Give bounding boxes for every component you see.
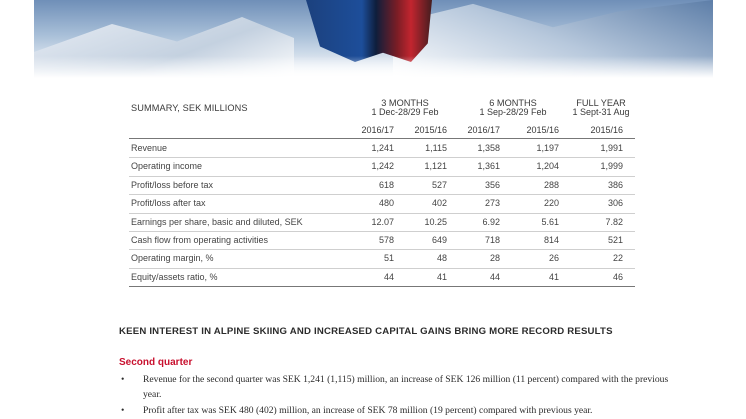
year-header: 2016/17 bbox=[361, 125, 394, 135]
cell-value: 1,241 bbox=[371, 143, 394, 153]
table-row bbox=[129, 195, 635, 213]
list-item bbox=[119, 403, 679, 418]
cell-value: 1,242 bbox=[371, 161, 394, 172]
cell-value: 44 bbox=[489, 271, 500, 282]
cell-value: 306 bbox=[607, 198, 623, 209]
row-label: Profit/loss after tax bbox=[131, 198, 206, 209]
year-header: 2015/16 bbox=[590, 125, 623, 135]
cell-value: 48 bbox=[436, 253, 447, 264]
cell-value: 273 bbox=[484, 198, 500, 209]
group-header-full-year bbox=[565, 99, 637, 117]
cell-value: 1,361 bbox=[477, 161, 500, 172]
year-header-row bbox=[129, 125, 635, 139]
hero-image bbox=[34, 0, 713, 78]
cell-value: 12.07 bbox=[371, 216, 394, 227]
group-line1: 6 MONTHS bbox=[489, 98, 537, 108]
cell-value: 527 bbox=[431, 179, 447, 190]
hero-fade bbox=[34, 56, 713, 78]
row-label: Revenue bbox=[131, 143, 168, 153]
cell-value: 44 bbox=[383, 271, 394, 282]
table-row bbox=[129, 177, 635, 195]
cell-value: 649 bbox=[431, 234, 447, 245]
section-subhead: Second quarter bbox=[119, 357, 193, 368]
year-header: 2016/17 bbox=[467, 125, 500, 135]
cell-value: 1,115 bbox=[425, 143, 447, 153]
table-title: SUMMARY, SEK MILLIONS bbox=[131, 103, 248, 113]
bullet-text: Profit after tax was SEK 480 (402) million, an increase of SEK 78 million (19 percent) compared with previous year. bbox=[143, 405, 593, 416]
cell-value: 1,358 bbox=[477, 143, 500, 153]
cell-value: 1,991 bbox=[600, 143, 623, 153]
cell-value: 480 bbox=[378, 198, 394, 209]
year-header: 2015/16 bbox=[414, 125, 447, 135]
cell-value: 41 bbox=[548, 271, 559, 282]
bullet-text: Revenue for the second quarter was SEK 1,241 (1,115) million, an increase of SEK 126 million (11 percent) compared with the previous year. bbox=[143, 374, 669, 400]
table-body bbox=[129, 140, 635, 287]
cell-value: 814 bbox=[543, 234, 559, 245]
table-row bbox=[129, 140, 635, 158]
bullet-list bbox=[119, 372, 679, 419]
row-label: Equity/assets ratio, % bbox=[131, 271, 218, 282]
group-header-6-months bbox=[463, 99, 563, 117]
cell-value: 7.82 bbox=[605, 216, 623, 227]
cell-value: 46 bbox=[612, 271, 623, 282]
cell-value: 6.92 bbox=[482, 216, 500, 227]
cell-value: 10.25 bbox=[424, 216, 447, 227]
cell-value: 521 bbox=[607, 234, 623, 245]
bullet-icon: • bbox=[121, 405, 125, 416]
row-label: Profit/loss before tax bbox=[131, 179, 214, 190]
cell-value: 1,197 bbox=[536, 143, 559, 153]
group-line2: 1 Dec-28/29 Feb bbox=[371, 107, 439, 117]
cell-value: 51 bbox=[383, 253, 394, 264]
cell-value: 5.61 bbox=[541, 216, 559, 227]
row-label: Cash flow from operating activities bbox=[131, 234, 269, 245]
cell-value: 26 bbox=[548, 253, 559, 264]
cell-value: 41 bbox=[436, 271, 447, 282]
cell-value: 28 bbox=[489, 253, 500, 264]
cell-value: 1,999 bbox=[600, 161, 623, 172]
row-label: Earnings per share, basic and diluted, SEK bbox=[131, 216, 303, 227]
cell-value: 402 bbox=[431, 198, 447, 209]
cell-value: 718 bbox=[484, 234, 500, 245]
group-line1: FULL YEAR bbox=[576, 98, 626, 108]
group-header-3-months bbox=[355, 99, 455, 117]
row-label: Operating income bbox=[131, 161, 203, 172]
table-row bbox=[129, 232, 635, 250]
table-row bbox=[129, 158, 635, 176]
section-headline: KEEN INTEREST IN ALPINE SKIING AND INCREASED CAPITAL GAINS BRING MORE RECORD RESULTS bbox=[119, 326, 613, 337]
cell-value: 1,121 bbox=[424, 161, 447, 172]
table-row bbox=[129, 250, 635, 268]
cell-value: 578 bbox=[378, 234, 394, 245]
group-line1: 3 MONTHS bbox=[381, 98, 429, 108]
table-row bbox=[129, 269, 635, 287]
cell-value: 288 bbox=[543, 179, 559, 190]
year-header: 2015/16 bbox=[526, 125, 559, 135]
bullet-icon: • bbox=[121, 374, 125, 385]
cell-value: 386 bbox=[607, 179, 623, 190]
group-line2: 1 Sept-31 Aug bbox=[572, 107, 630, 117]
table-row bbox=[129, 214, 635, 232]
cell-value: 1,204 bbox=[536, 161, 559, 172]
cell-value: 22 bbox=[612, 253, 623, 264]
row-label: Operating margin, % bbox=[131, 253, 214, 264]
cell-value: 618 bbox=[378, 179, 394, 190]
group-line2: 1 Sep-28/29 Feb bbox=[479, 107, 547, 117]
list-item bbox=[119, 372, 679, 402]
cell-value: 356 bbox=[484, 179, 500, 190]
skier-figure bbox=[299, 0, 439, 62]
cell-value: 220 bbox=[543, 198, 559, 209]
